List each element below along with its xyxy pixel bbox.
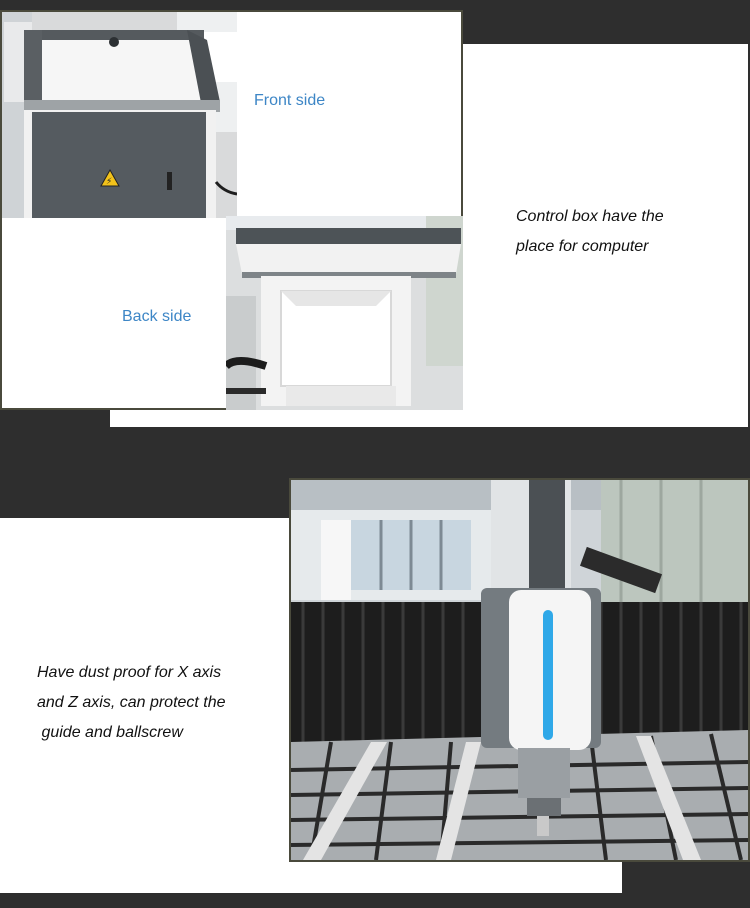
caption-line: and Z axis, can protect the xyxy=(37,694,226,711)
back-side-photo xyxy=(226,216,463,410)
caption-line: guide and ballscrew xyxy=(37,724,183,741)
control-box-caption xyxy=(516,202,664,262)
svg-text:⚡: ⚡ xyxy=(106,177,113,187)
caption-line: place for computer xyxy=(516,238,649,255)
spindle-dust-cover-photo xyxy=(291,480,748,860)
control-box-photo-card xyxy=(0,10,463,410)
caption-line: Control box have the xyxy=(516,208,664,225)
caption-line: Have dust proof for X axis xyxy=(37,664,222,681)
front-side-photo xyxy=(2,12,237,218)
spindle-led-strip xyxy=(543,610,553,740)
front-side-label: Front side xyxy=(254,92,326,109)
dust-proof-photo-card xyxy=(289,478,750,862)
back-side-label: Back side xyxy=(122,308,192,325)
dust-proof-caption xyxy=(37,658,226,748)
